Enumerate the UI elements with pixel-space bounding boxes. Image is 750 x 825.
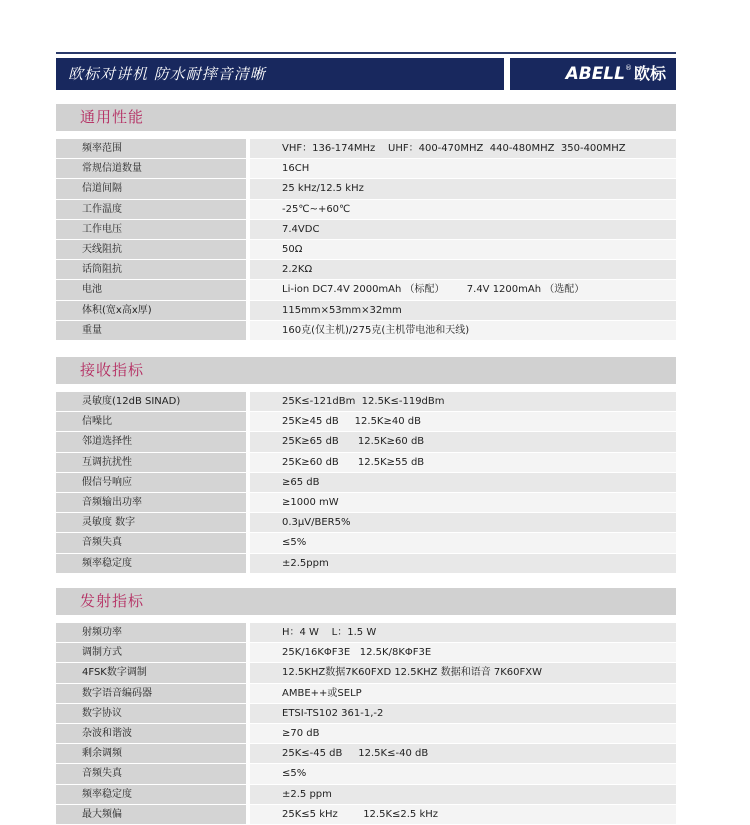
spec-label: 互调抗扰性: [56, 453, 246, 472]
table-row: [56, 220, 676, 240]
spec-value: 50Ω: [250, 240, 676, 259]
table-row: [56, 744, 676, 764]
section-transmitter: [56, 588, 676, 825]
table-row: [56, 473, 676, 493]
spec-value: VHF：136-174MHz UHF：400-470MHZ 440-480MHZ 350-400MHZ: [250, 139, 676, 158]
section-title: 发射指标: [56, 588, 676, 615]
spec-label: 频率稳定度: [56, 785, 246, 804]
spec-value: ETSI-TS102 361-1,-2: [250, 704, 676, 723]
spec-value: 25 kHz/12.5 kHz: [250, 179, 676, 198]
spec-label: 信噪比: [56, 412, 246, 431]
spec-value: 12.5KHZ数据7K60FXD 12.5KHZ 数据和语音 7K60FXW: [250, 663, 676, 682]
spec-value: 115mm×53mm×32mm: [250, 301, 676, 320]
spec-value: 25K≥60 dB 12.5K≥55 dB: [250, 453, 676, 472]
spec-value: 25K≤-45 dB 12.5K≤-40 dB: [250, 744, 676, 763]
spec-value: 0.3μV/BER5%: [250, 513, 676, 532]
spec-value: ±2.5ppm: [250, 554, 676, 573]
table-row: [56, 554, 676, 574]
table-row: [56, 623, 676, 643]
spec-value: -25℃~+60℃: [250, 200, 676, 219]
spec-label: 音频失真: [56, 764, 246, 783]
table-row: [56, 392, 676, 412]
table-row: [56, 533, 676, 553]
spec-label: 音频输出功率: [56, 493, 246, 512]
spec-label: 灵敏度(12dB SINAD): [56, 392, 246, 411]
spec-value: 25K≤5 kHz 12.5K≤2.5 kHz: [250, 805, 676, 824]
spec-label: 信道间隔: [56, 179, 246, 198]
brand-logo: ABELL: [565, 64, 625, 84]
slogan-bar: [56, 58, 504, 90]
brand-chinese-name: 欧标: [633, 64, 666, 83]
spec-table: [56, 139, 676, 341]
spec-label: 剩余调频: [56, 744, 246, 763]
spec-label: 最大频偏: [56, 805, 246, 824]
brand-logo-bar: [510, 58, 676, 90]
spec-label: 工作温度: [56, 200, 246, 219]
table-row: [56, 412, 676, 432]
table-row: [56, 240, 676, 260]
spec-label: 体积(宽x高x厚): [56, 301, 246, 320]
table-row: [56, 301, 676, 321]
header-banner: [56, 52, 676, 92]
table-row: [56, 704, 676, 724]
table-row: [56, 432, 676, 452]
table-row: [56, 200, 676, 220]
table-row: [56, 724, 676, 744]
spec-value: AMBE++或SELP: [250, 684, 676, 703]
spec-value: ≥1000 mW: [250, 493, 676, 512]
table-row: [56, 453, 676, 473]
table-row: [56, 764, 676, 784]
table-row: [56, 280, 676, 300]
spec-label: 重量: [56, 321, 246, 340]
spec-label: 调制方式: [56, 643, 246, 662]
registered-mark: ®: [624, 64, 632, 72]
table-row: [56, 684, 676, 704]
table-row: [56, 260, 676, 280]
spec-label: 4FSK数字调制: [56, 663, 246, 682]
spec-label: 频率稳定度: [56, 554, 246, 573]
spec-value: ≤5%: [250, 533, 676, 552]
spec-value: ≥70 dB: [250, 724, 676, 743]
table-row: [56, 663, 676, 683]
slogan-text: 欧标对讲机 防水耐摔音清晰: [68, 65, 266, 83]
section-title: 通用性能: [56, 104, 676, 131]
spec-value: ±2.5 ppm: [250, 785, 676, 804]
spec-label: 数字协议: [56, 704, 246, 723]
spec-label: 杂波和谐波: [56, 724, 246, 743]
spec-value: ≥65 dB: [250, 473, 676, 492]
spec-value: H：4 W L：1.5 W: [250, 623, 676, 642]
spec-value: 25K≥65 dB 12.5K≥60 dB: [250, 432, 676, 451]
spec-label: 假信号响应: [56, 473, 246, 492]
spec-label: 工作电压: [56, 220, 246, 239]
spec-label: 天线阻抗: [56, 240, 246, 259]
spec-value: 2.2KΩ: [250, 260, 676, 279]
section-receiver: [56, 357, 676, 574]
spec-label: 音频失真: [56, 533, 246, 552]
table-row: [56, 179, 676, 199]
spec-value: 160克(仅主机)/275克(主机带电池和天线): [250, 321, 676, 340]
table-row: [56, 785, 676, 805]
spec-label: 数字语音编码器: [56, 684, 246, 703]
spec-value: 25K≤-121dBm 12.5K≤-119dBm: [250, 392, 676, 411]
section-title: 接收指标: [56, 357, 676, 384]
spec-value: 25K/16KΦF3E 12.5K/8KΦF3E: [250, 643, 676, 662]
spec-value: ≤5%: [250, 764, 676, 783]
table-row: [56, 321, 676, 341]
spec-label: 电池: [56, 280, 246, 299]
spec-value: 16CH: [250, 159, 676, 178]
spec-value: Li-ion DC7.4V 2000mAh （标配） 7.4V 1200mAh （选配）: [250, 280, 676, 299]
table-row: [56, 159, 676, 179]
spec-label: 频率范围: [56, 139, 246, 158]
spec-table: [56, 392, 676, 574]
table-row: [56, 805, 676, 825]
spec-label: 常规信道数量: [56, 159, 246, 178]
table-row: [56, 493, 676, 513]
spec-label: 邻道选择性: [56, 432, 246, 451]
spec-label: 射频功率: [56, 623, 246, 642]
spec-table: [56, 623, 676, 825]
section-general: [56, 104, 676, 341]
spec-value: 7.4VDC: [250, 220, 676, 239]
table-row: [56, 139, 676, 159]
spec-label: 灵敏度 数字: [56, 513, 246, 532]
spec-label: 话筒阻抗: [56, 260, 246, 279]
table-row: [56, 643, 676, 663]
spec-value: 25K≥45 dB 12.5K≥40 dB: [250, 412, 676, 431]
table-row: [56, 513, 676, 533]
